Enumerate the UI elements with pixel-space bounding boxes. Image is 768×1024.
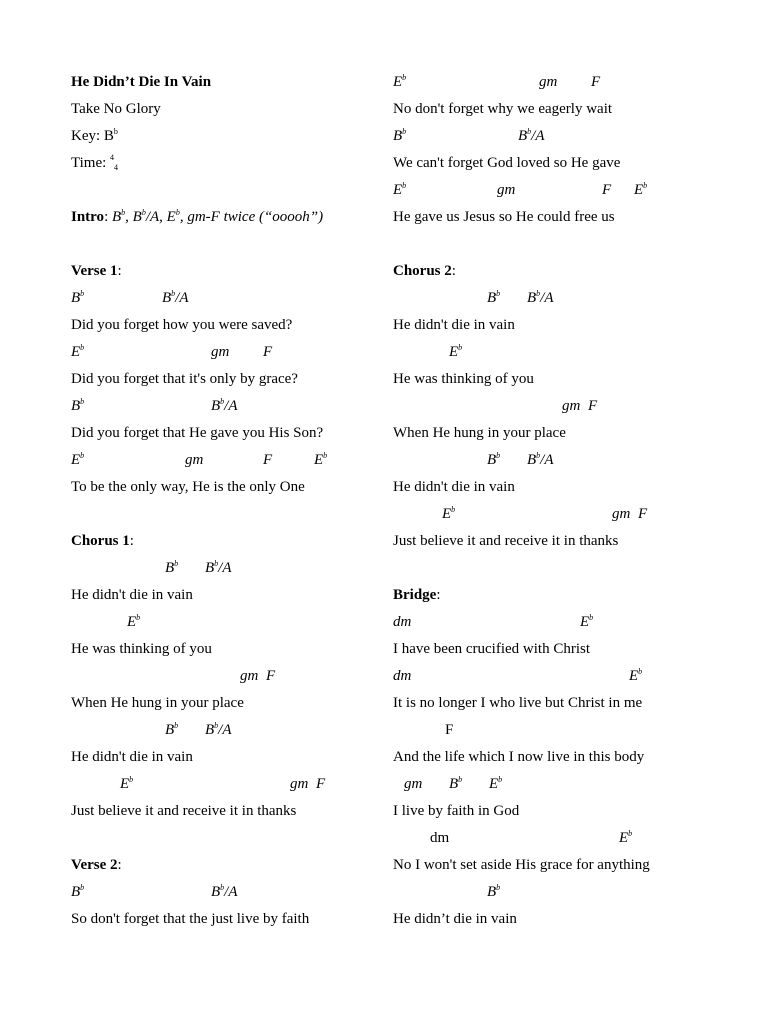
chord-line — [393, 504, 723, 531]
song-key: Key: $B^b$ — [71, 127, 118, 144]
bridge-heading: Bridge: — [393, 587, 441, 603]
lyric-line: When He hung in your place — [393, 425, 566, 441]
chord: $E^b$ — [393, 181, 407, 198]
chord-line — [71, 342, 371, 369]
lyric-line: Did you forget that it's only by grace? — [71, 371, 298, 387]
chord: $B^b$ — [487, 451, 501, 468]
lyric-line: When He hung in your place — [71, 695, 244, 711]
chord: gm — [539, 74, 558, 90]
chord: F — [588, 398, 598, 414]
chord: gm — [240, 668, 259, 684]
chord: $E^b$ — [619, 829, 633, 846]
chord: F — [591, 74, 601, 90]
chord-line — [393, 396, 723, 423]
blank-line — [393, 558, 723, 585]
chord: $B^b/A$ — [211, 883, 238, 900]
chord: $B^b/A$ — [205, 721, 232, 738]
chord: $B^b/A$ — [518, 127, 545, 144]
chord: F — [316, 776, 326, 792]
chord: gm — [612, 506, 631, 522]
chord: $E^b$ — [71, 451, 85, 468]
chord: $E^b$ — [442, 505, 456, 522]
blank-line — [393, 234, 723, 261]
lyric-line: He didn't die in vain — [393, 317, 515, 333]
chord: $B^b$ — [393, 127, 407, 144]
chord-line — [393, 180, 723, 207]
chord: $E^b$ — [127, 613, 141, 630]
intro-line: Intro: $B^b$, $B^b/A$, $E^b$, gm-F twice (“ooooh”) — [71, 208, 324, 225]
chord-line — [393, 828, 723, 855]
chord: F — [266, 668, 276, 684]
verse2-heading: Verse 2: — [71, 857, 122, 873]
lyric-line: He didn't die in vain — [71, 749, 193, 765]
chord: $B^b$ — [71, 883, 85, 900]
chord: $B^b$ — [449, 775, 463, 792]
chord: $B^b$ — [487, 289, 501, 306]
chord-line — [71, 288, 371, 315]
lyric-line: He didn't die in vain — [71, 587, 193, 603]
chorus2-heading: Chorus 2: — [393, 263, 456, 279]
chord-line — [71, 774, 371, 801]
lyric-line: Just believe it and receive it in thanks — [71, 803, 297, 819]
lyric-line: He was thinking of you — [393, 371, 534, 387]
lyric-line: Did you forget how you were saved? — [71, 317, 293, 333]
lyric-line: I live by faith in God — [393, 803, 520, 819]
chord: $E^b$ — [314, 451, 328, 468]
lyric-line: He didn't die in vain — [393, 479, 515, 495]
artist: Take No Glory — [71, 101, 161, 117]
chord: $B^b/A$ — [527, 451, 554, 468]
chord-line — [393, 666, 723, 693]
chord-line — [71, 612, 371, 639]
blank-line — [71, 234, 371, 261]
chord: $B^b/A$ — [211, 397, 238, 414]
chord: $B^b$ — [71, 397, 85, 414]
chord-line — [393, 450, 723, 477]
chord: dm — [430, 830, 450, 846]
chord: gm — [211, 344, 230, 360]
chord: F — [638, 506, 648, 522]
chord: $E^b$ — [71, 343, 85, 360]
chord: $E^b$ — [580, 613, 594, 630]
chord-line — [71, 720, 371, 747]
chord: dm — [393, 614, 412, 630]
chord: $E^b$ — [634, 181, 648, 198]
chord: gm — [404, 776, 423, 792]
chord: $E^b$ — [393, 73, 407, 90]
lyric-line: To be the only way, He is the only One — [71, 479, 305, 495]
chord-line — [393, 72, 723, 99]
chord: $E^b$ — [449, 343, 463, 360]
chord: $E^b$ — [120, 775, 134, 792]
blank-line — [71, 828, 371, 855]
chord-line — [393, 720, 723, 747]
lyric-line: He was thinking of you — [71, 641, 212, 657]
lyric-line: He gave us Jesus so He could free us — [393, 209, 615, 225]
blank-line — [71, 180, 371, 207]
lyric-line: Just believe it and receive it in thanks — [393, 533, 619, 549]
right-column — [393, 72, 723, 936]
chord-line — [393, 126, 723, 153]
chord: $B^b/A$ — [162, 289, 189, 306]
chord-line — [393, 774, 723, 801]
chord-line — [393, 612, 723, 639]
chord: F — [602, 182, 612, 198]
chorus1-heading: Chorus 1: — [71, 533, 134, 549]
lyric-line: I have been crucified with Christ — [393, 641, 591, 657]
chord-line — [71, 396, 371, 423]
chord: F — [263, 344, 273, 360]
chord: gm — [185, 452, 204, 468]
lyric-line: Did you forget that He gave you His Son? — [71, 425, 324, 441]
song-title: He Didn’t Die In Vain — [71, 74, 212, 90]
chord: gm — [290, 776, 309, 792]
time-signature: Time: $^4_4$ — [71, 153, 119, 172]
chord-line — [71, 882, 371, 909]
lyric-line: He didn’t die in vain — [393, 911, 517, 927]
lyric-line: We can't forget God loved so He gave — [393, 155, 621, 171]
lyric-line: No don't forget why we eagerly wait — [393, 101, 613, 117]
chord: dm — [393, 668, 412, 684]
left-column — [71, 72, 371, 936]
chord-line — [393, 288, 723, 315]
chord-line — [71, 558, 371, 585]
chord: $E^b$ — [489, 775, 503, 792]
chord: $B^b/A$ — [527, 289, 554, 306]
chord: $B^b$ — [165, 721, 179, 738]
chord-line — [71, 666, 371, 693]
chord: $E^b$ — [629, 667, 643, 684]
chord: $B^b$ — [71, 289, 85, 306]
chord: F — [445, 722, 454, 738]
chord: $B^b$ — [165, 559, 179, 576]
lyric-line: No I won't set aside His grace for anything — [393, 857, 650, 873]
lyric-line: And the life which I now live in this body — [393, 749, 645, 765]
chord: gm — [562, 398, 581, 414]
lyric-line: So don't forget that the just live by faith — [71, 911, 310, 927]
chord: F — [263, 452, 273, 468]
chord: gm — [497, 182, 516, 198]
blank-line — [71, 504, 371, 531]
chord-line — [71, 450, 371, 477]
lyric-line: It is no longer I who live but Christ in me — [393, 695, 643, 711]
chord: $B^b/A$ — [205, 559, 232, 576]
chord: $B^b$ — [487, 883, 501, 900]
chord-line — [393, 882, 723, 909]
verse1-heading: Verse 1: — [71, 263, 122, 279]
chord-line — [393, 342, 723, 369]
